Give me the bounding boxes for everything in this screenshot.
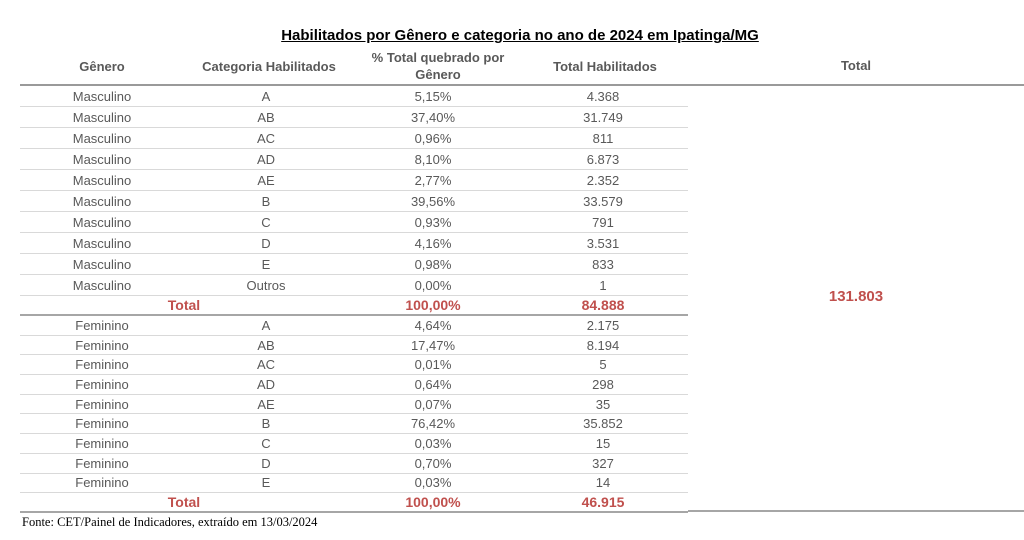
table-row: [20, 375, 688, 395]
genero-cell: Feminino: [20, 315, 184, 335]
header-categoria: Categoria Habilitados: [202, 59, 336, 74]
subtotal-percent: 100,00%: [348, 296, 518, 316]
percent-cell: 76,42%: [348, 414, 518, 434]
categoria-cell: Outros: [184, 275, 348, 296]
table-row: [20, 453, 688, 473]
categoria-cell: E: [184, 473, 348, 493]
genero-cell: Masculino: [20, 233, 184, 254]
genero-cell: Masculino: [20, 107, 184, 128]
grand-total: 131.803: [828, 288, 884, 305]
genero-cell: Masculino: [20, 86, 184, 107]
table-row: [20, 254, 688, 275]
total-cell: 327: [518, 453, 688, 473]
categoria-cell: A: [184, 86, 348, 107]
categoria-cell: AC: [184, 355, 348, 375]
total-cell: 2.352: [518, 170, 688, 191]
percent-cell: 4,64%: [348, 315, 518, 335]
percent-cell: 2,77%: [348, 170, 518, 191]
total-cell: 298: [518, 375, 688, 395]
table-row: [20, 355, 688, 375]
genero-cell: Masculino: [20, 170, 184, 191]
categoria-cell: AE: [184, 394, 348, 414]
genero-cell: Masculino: [20, 212, 184, 233]
total-cell: 35.852: [518, 414, 688, 434]
header-genero: Gênero: [79, 59, 125, 74]
categoria-cell: B: [184, 191, 348, 212]
table-row: [20, 149, 688, 170]
categoria-cell: D: [184, 453, 348, 473]
genero-cell: Feminino: [20, 394, 184, 414]
table-row: [20, 394, 688, 414]
total-cell: 33.579: [518, 191, 688, 212]
table-row: [20, 275, 688, 296]
categoria-cell: A: [184, 315, 348, 335]
genero-cell: Masculino: [20, 128, 184, 149]
percent-cell: 0,07%: [348, 394, 518, 414]
table-row: [20, 315, 688, 335]
total-cell: 1: [518, 275, 688, 296]
percent-cell: 0,00%: [348, 275, 518, 296]
total-cell: 4.368: [518, 86, 688, 107]
total-cell: 5: [518, 355, 688, 375]
genero-cell: Feminino: [20, 473, 184, 493]
percent-cell: 0,93%: [348, 212, 518, 233]
categoria-cell: C: [184, 434, 348, 454]
total-cell: 6.873: [518, 149, 688, 170]
table-title: Habilitados por Gênero e categoria no ano de 2024 em Ipatinga/MG: [281, 27, 759, 44]
table-row: [20, 212, 688, 233]
total-cell: 2.175: [518, 315, 688, 335]
genero-cell: Feminino: [20, 414, 184, 434]
subtotal-row: [20, 296, 688, 316]
percent-cell: 8,10%: [348, 149, 518, 170]
bottom-divider: [688, 510, 1024, 512]
subtotal-value: 46.915: [518, 493, 688, 513]
percent-cell: 0,64%: [348, 375, 518, 395]
genero-cell: Feminino: [20, 355, 184, 375]
categoria-cell: AB: [184, 335, 348, 355]
categoria-cell: E: [184, 254, 348, 275]
categoria-cell: AC: [184, 128, 348, 149]
subtotal-label: Total: [20, 296, 348, 316]
subtotal-percent: 100,00%: [348, 493, 518, 513]
percent-cell: 37,40%: [348, 107, 518, 128]
categoria-cell: B: [184, 414, 348, 434]
total-cell: 14: [518, 473, 688, 493]
genero-cell: Masculino: [20, 191, 184, 212]
categoria-cell: AB: [184, 107, 348, 128]
categoria-cell: D: [184, 233, 348, 254]
percent-cell: 4,16%: [348, 233, 518, 254]
total-cell: 31.749: [518, 107, 688, 128]
genero-cell: Feminino: [20, 375, 184, 395]
table-row: [20, 335, 688, 355]
table-row: [20, 414, 688, 434]
genero-cell: Feminino: [20, 434, 184, 454]
categoria-cell: C: [184, 212, 348, 233]
table-row: [20, 107, 688, 128]
total-cell: 791: [518, 212, 688, 233]
header-percent: [354, 49, 522, 83]
total-cell: 8.194: [518, 335, 688, 355]
total-cell: 15: [518, 434, 688, 454]
table-row: [20, 128, 688, 149]
subtotal-row: [20, 493, 688, 513]
genero-cell: Feminino: [20, 335, 184, 355]
percent-cell: 5,15%: [348, 86, 518, 107]
percent-cell: 0,03%: [348, 434, 518, 454]
data-table: [20, 86, 688, 513]
total-cell: 833: [518, 254, 688, 275]
header-total-habilitados: Total Habilitados: [553, 59, 657, 74]
source-note: Fonte: CET/Painel de Indicadores, extraído em 13/03/2024: [22, 515, 318, 529]
percent-cell: 39,56%: [348, 191, 518, 212]
table-row: [20, 191, 688, 212]
percent-cell: 17,47%: [348, 335, 518, 355]
percent-cell: 0,01%: [348, 355, 518, 375]
categoria-cell: AE: [184, 170, 348, 191]
table-row: [20, 233, 688, 254]
genero-cell: Feminino: [20, 453, 184, 473]
subtotal-value: 84.888: [518, 296, 688, 316]
percent-cell: 0,03%: [348, 473, 518, 493]
genero-cell: Masculino: [20, 149, 184, 170]
total-cell: 811: [518, 128, 688, 149]
total-cell: 35: [518, 394, 688, 414]
table-row: [20, 473, 688, 493]
categoria-cell: AD: [184, 375, 348, 395]
header-percent-line2: Gênero: [415, 67, 461, 82]
total-cell: 3.531: [518, 233, 688, 254]
percent-cell: 0,70%: [348, 453, 518, 473]
table-row: [20, 86, 688, 107]
header-total: Total: [840, 58, 872, 73]
genero-cell: Masculino: [20, 275, 184, 296]
percent-cell: 0,96%: [348, 128, 518, 149]
categoria-cell: AD: [184, 149, 348, 170]
table-row: [20, 170, 688, 191]
header-percent-line1: % Total quebrado por: [371, 50, 505, 65]
genero-cell: Masculino: [20, 254, 184, 275]
table-row: [20, 434, 688, 454]
subtotal-label: Total: [20, 493, 348, 513]
percent-cell: 0,98%: [348, 254, 518, 275]
